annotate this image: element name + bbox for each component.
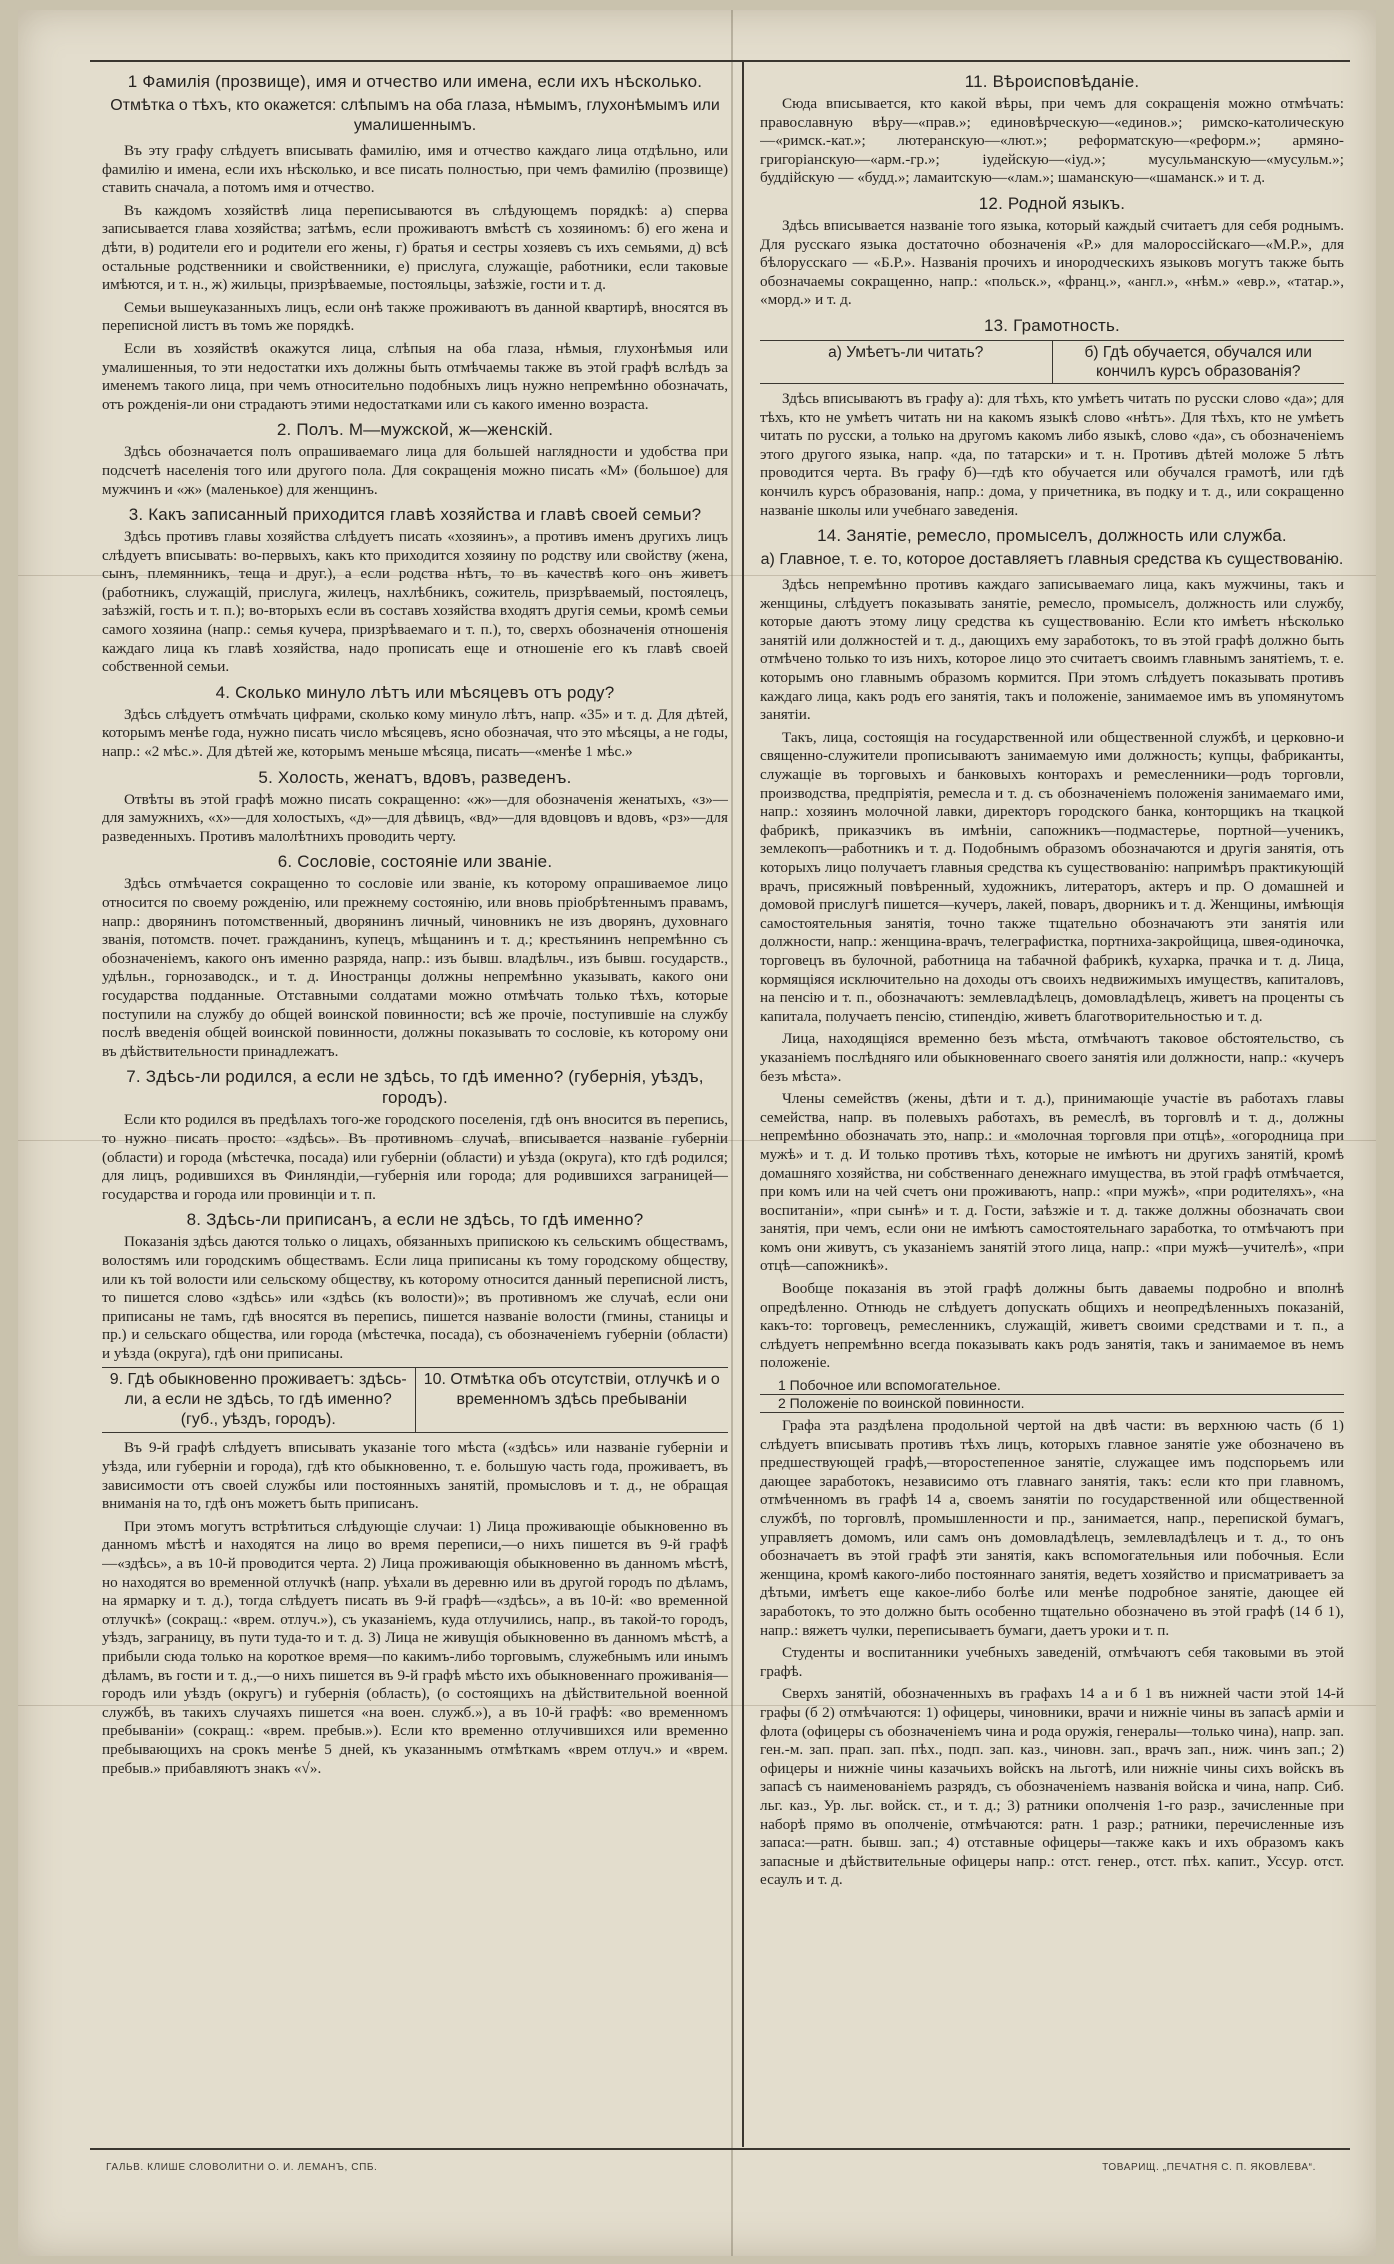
section-8-paragraph: Показанія здѣсь даются только о лицахъ, обязанныхъ припискою къ сельскимъ обществамъ, волостямъ или городскимъ обществамъ. Если лица приписаны къ тому городскому обществу, или къ той волости или сельскому обществу, къ которому относится данный переписной листъ, то пишется слово «здѣсь» или «здѣсь (къ волости)»; въ противномъ же случаѣ, если они приписаны не тамъ, гдѣ вносятся въ перепись, пишется названіе волости (гмины, станицы и пр.) и сельскаго общества, или города (мѣстечка, посада), съ обозначеніемъ губерніи (области) и уѣзда (округа), гдѣ они приписаны. <box>102 1233 728 1362</box>
section-5-paragraph: Отвѣты въ этой графѣ можно писать сокращенно: «ж»—для обозначенія женатыхъ, «з»—для замужнихъ, «х»—для холостыхъ, «д»—для дѣвицъ, «вд»—для вдовцовъ и вдовъ, «рз»—для разведенныхъ. Противъ малолѣтнихъ проводить черту. <box>102 790 728 845</box>
section-11-heading: 11. Вѣроисповѣданіе. <box>964 72 1140 91</box>
section-14-paragraph: Лица, находящіяся временно безъ мѣста, отмѣчаютъ таковое обстоятельство, съ указаніемъ послѣдняго или обыкновеннаго своего занятія или должности, напр.: «кучеръ безъ мѣста». <box>760 1030 1344 1085</box>
printer-imprint-right: ТОВАРИЩ. „ПЕЧАТНЯ С. П. ЯКОВЛЕВА“. <box>1102 2162 1316 2173</box>
section-14-paragraph: Такъ, лица, состоящія на государственной или общественной службѣ, и церковно-и священно-служители прописываютъ занимаемую ими должность; купцы, фабриканты, служащіе въ торговыхъ и банковыхъ конторахъ и ремесленники—родъ торговли, производства, предпріятія, ремесла и т. д. съ обозначеніемъ положенія занимаемаго ими, напр.: хозяинъ молочной лавки, директоръ городского банка, конторщикъ на ткацкой фабрикѣ, приказчикъ въ имѣніи, сапожникъ—подмастерье, портной—ученикъ, землекопъ—работникъ и т. д. Подобнымъ образомъ обозначаются и другія занятія, отъ которыхъ лицо получаетъ главныя средства къ существованію: напримѣръ практикующій врачъ, присяжный повѣренный, художникъ, литераторъ, актеръ и пр. О домашней и домовой прислугѣ пишется—кучеръ, лакей, поваръ, дворникъ и т. д. Женщины, имѣющія самостоятельныя занятія, точно также тщательно обозначаютъ эти занятія или должности, напр.: женщина-врачъ, телеграфистка, портниха-закройщица, швея-одиночка, торговецъ въ булочной, работница на табачной фабрикѣ, кухарка, прачка и т. д. Лица, кормящіяся исключительно на доходы отъ своихъ недвижимыхъ имуществъ, капиталовъ, на пенсію и т. п., обозначаютъ: землевладѣлецъ, домовладѣлецъ, живетъ на проценты съ капитала, получаетъ пенсію, стипендію, живетъ благотворительностью и т. д. <box>760 728 1344 1025</box>
section-2-paragraph: Здѣсь обозначается полъ опрашиваемаго лица для большей наглядности и удобства при подсчетѣ населенія того или другого пола. Для сокращенія можно писать «М» (большое) для мужчинъ и «ж» (маленькое) для женщинъ. <box>102 443 728 498</box>
section-9-10-header-box <box>102 1367 728 1433</box>
section-14-paragraph: Сверхъ занятій, обозначенныхъ въ графахъ 14 а и б 1 въ нижней части этой 14-й графы (б 2) отмѣчаются: 1) офицеры, чиновники, врачи и нижніе чины въ запасѣ арміи и флота (офицеры съ обозначеніемъ чина и рода оружія, генералы—только чина), напр. зап. ген.-м. зап. прап. зап. пѣх., подп. зап. каз., чиновн. зап., врачъ зап., ниж. чинъ зап.; 2) офицеры и нижніе чины казачьихъ войскъ на льготѣ, или нижніе чины сихъ войскъ въ запасѣ съ наименованіемъ разрядъ, съ обозначеніемъ названія войска и чина, напр. Сиб. льг. каз., Ур. льг. войск. ст., и т. д.; 3) ратники ополченія 1-го разр., зачисленные при наборѣ прямо въ ополченіе, отмѣчаются: ратн. 1 разр.; ратники, перечисленные изъ запаса:—ратн. бывш. зап.; 4) отставные офицеры—также какъ и ихъ образомъ какъ запасные и дѣйствительные офицеры напр.: отст. генер., отст. пѣх. капит., Уссур. отст. есаулъ и т. д. <box>760 1685 1344 1889</box>
paper-fold <box>731 10 733 2256</box>
printer-imprint-left: ГАЛЬВ. КЛИШЕ СЛОВОЛИТНИ О. И. ЛЕМАНЪ, СПБ. <box>106 2162 378 2173</box>
section-13-heading: 13. Грамотность. <box>984 315 1120 335</box>
section-2-heading: 2. Полъ. М—мужской, ж—женскій. <box>276 420 554 440</box>
section-11-paragraph: Сюда вписывается, кто какой вѣры, при чемъ для сокращенія можно отмѣчать: православную вѣру—«прав.»; единовѣрческую—«единов.»; римско-католическую—«римск.-кат.»; лютеранскую—«лют.»; реформатскую—«реформ.»; армяно-григоріанскую—«арм.-гр.»; іудейскую—«іуд.»; мусульманскую—«мусульм.»; буддійскую — «будд.»; ламаитскую—«лам.»; шаманскую—«шаманск.» и т. д. <box>760 95 1344 187</box>
section-13-header-box <box>760 340 1344 384</box>
section-1-paragraph: Въ эту графу слѣдуетъ вписывать фамилію, имя и отчество каждаго лица отдѣльно, или фамилію и имена, если ихъ нѣсколько, и все писать полностью, при чемъ фамилію (прозвище) ставить сначала, а потомъ имя и отчество. <box>102 142 728 197</box>
section-3-heading: 3. Какъ записанный приходится главѣ хозяйства и главѣ своей семьи? <box>128 505 702 525</box>
section-14-paragraph: Члены семействъ (жены, дѣти и т. д.), принимающіе участіе въ работахъ главы семейства, напр. въ полевыхъ работахъ, въ ремеслѣ, въ торговлѣ и т. д., должны непремѣнно обозначать это, напр.: и «молочная торговля при отцѣ», «огородница при мужѣ» и т. д. И только противъ тѣхъ, которые не имѣютъ ни другихъ занятій, кромѣ домашняго хозяйства, ни собственнаго денежнаго имущества, въ этой графѣ отмѣчается, при комъ или на чей счетъ они проживаютъ, напр.: «при мужѣ», «при родителяхъ», «на воспитаніи», «при сынѣ» и т. д. Гости, заѣзжіе и т. д. также должны обозначать свои занятія, при чемъ, если они не имѣютъ самостоятельнаго заработка, то отмѣчаютъ при комъ они живутъ, съ указаніемъ занятій этого лица, напр.: «при мужѣ—учителѣ», «при отцѣ—сапожникѣ». <box>760 1090 1344 1275</box>
section-1-paragraph: Семьи вышеуказанныхъ лицъ, если онѣ также проживаютъ въ данной квартирѣ, вносятся въ переписной листъ въ томъ же порядкѣ. <box>102 298 728 335</box>
section-7-paragraph: Если кто родился въ предѣлахъ того-же городского поселенія, гдѣ онъ вносится въ перепись, то нужно писать просто: «здѣсь». Въ противномъ случаѣ, вписывается названіе губерніи (области) и города (мѣстечка, посада) или губерніи (области) и уѣзда (округа), кто гдѣ родился; для лицъ, родившихся въ Финляндіи,—губернія или города; для родившихся заграницей—государства и города или провинціи и т. п. <box>102 1111 728 1203</box>
section-9-paragraph: При этомъ могутъ встрѣтиться слѣдующіе случаи: 1) Лица проживающіе обыкновенно въ данномъ мѣстѣ и находятся на лицо во время переписи,—о нихъ пишется въ 9-й графѣ—«здѣсь», а въ 10-й проводится черта. 2) Лица проживающія обыкновенно въ данномъ мѣстѣ, но находятся во временной отлучкѣ (напр. уѣхали въ деревню или въ другой городъ по дѣламъ, на ярмарку и т. д.), тогда слѣдуетъ писать въ 9-й графѣ—«здѣсь», а въ 10-й: «во временной отлучкѣ» (сокращ.: «врем. отлуч.»), съ указаніемъ, куда отлучились, напр., въ такой-то городъ, уѣздъ, заграницу, въ пути туда-то и т. д. 3) Лица не живущія обыкновенно въ данномъ мѣстѣ, а прибыли сюда только на короткое время—по какимъ-либо торговымъ, служебнымъ или инымъ дѣламъ, въ гости и т. д.,—о нихъ пишется въ 9-й графѣ мѣсто ихъ обыкновеннаго проживанія—городъ или уѣздъ (округъ) и губернія (область), (о состоящихъ на дѣйствительной военной службѣ, въ такихъ случаяхъ пишется «на воен. служб.»), а въ 10-й графѣ: «во временномъ пребываніи» (сокращ.: «врем. пребыв.»). Если кто временно отлучившихся или временно пребывающихъ на срокъ менѣе 5 дней, къ указаннымъ отмѣткамъ «врем отлуч.» и «врем. пребыв.» прибавляютъ знакъ «√». <box>102 1517 728 1777</box>
section-14-heading: 14. Занятіе, ремесло, промыселъ, должность или служба. <box>817 526 1287 546</box>
section-13a-heading: а) Умѣетъ-ли читать? <box>828 343 984 361</box>
section-4-paragraph: Здѣсь слѣдуетъ отмѣчать цифрами, сколько кому минуло лѣтъ, напр. «35» и т. д. Для дѣтей, которымъ менѣе года, нужно писать число мѣсяцевъ, ясно обозначая, что это мѣсяцы, а не годы, напр.: «2 мѣс.». Для дѣтей же, которымъ меньше мѣсяца, писать—«менѣе 1 мѣс.» <box>102 705 728 761</box>
section-13-paragraph: Здѣсь вписываютъ въ графу а): для тѣхъ, кто умѣетъ читать по русски слово «да»; для тѣхъ, кто не умѣетъ читать ни на какомъ языкѣ слово «нѣтъ». Для тѣхъ, кто не умѣетъ читать по русски, а только на другомъ какомъ либо языкѣ, слово «да», съ обозначеніемъ этого другого языка, напр. «да, по татарски» и т. н. Противъ дѣтей моложе 5 лѣтъ проводится черта. Въ графу б)—гдѣ кто обучается или обучался грамотѣ, или гдѣ кончилъ курсъ образованія, напр.: дома, у причетника, въ подку и т. д., или сокращенно названіе школы или учебнаго заведенія. <box>760 389 1344 519</box>
section-10-heading: 10. Отмѣтка объ отсутствіи, отлучкѣ и о временномъ здѣсь пребываніи <box>415 1368 729 1432</box>
section-3-paragraph: Здѣсь противъ главы хозяйства слѣдуетъ писать «хозяинъ», а противъ именъ другихъ лицъ слѣдуетъ вписывать: во-первыхъ, какъ кто приходится хозяину по родству или свойству (жена, сынъ, племянникъ, теща и друг.), а если родства нѣтъ, то въ качествѣ кого онъ живетъ (работникъ, служащій, прислуга, жилецъ, нахлѣбникъ, сожитель, призрѣваемый, постоялецъ, заѣзжій, гость и т. п.); во-вторыхъ если въ составъ хозяйства входятъ другія семьи, кромѣ семьи самого хозяина (напр.: семья кучера, призрѣваемаго и т. п.), то, сверхъ обозначенія отношенія каждаго лица къ главѣ хозяйства, надо прописать еще и отношеніе его къ главѣ своей собственной семьи. <box>102 528 728 676</box>
section-1-heading: 1 Фамилія (прозвище), имя и отчество или имена, если ихъ нѣсколько. <box>127 72 703 91</box>
section-9-heading: 9. Гдѣ обыкновенно проживаетъ: здѣсь-ли, а если не здѣсь, то гдѣ именно? (губ., уѣздъ, городъ). <box>109 1371 407 1429</box>
section-1-paragraph: Въ каждомъ хозяйствѣ лица переписываются въ слѣдующемъ порядкѣ: а) сперва записывается глава хозяйства; затѣмъ, если проживаютъ вмѣстѣ съ хозяиномъ: б) его жена и дѣти, в) родители его и родители его жены, г) братья и сестры хозяевъ съ ихъ семьями, д) всѣ остальные родственники и свойственники, е) прислуга, служащіе, работники, если таковые имѣются, и т. н., ж) жильцы, призрѣваемые, постояльцы, заѣзжіе, гости и т. д. <box>102 201 728 294</box>
section-12-paragraph: Здѣсь вписывается названіе того языка, который каждый считаетъ для себя роднымъ. Для русскаго языка достаточно обозначенія «Р.» для малороссійскаго—«М.Р.», для бѣлорусскаго — «Б.Р.». Названія прочихъ и инородческихъ языковъ могутъ также быть обозначаемы сокращенно, напр.: «польск.», «франц.», «англ.», «нѣм.» «евр.», «татар.», «морд.» и т. д. <box>760 216 1344 309</box>
left-column <box>102 66 728 2144</box>
section-12-heading: 12. Родной языкъ. <box>978 193 1126 213</box>
section-9-paragraph: Въ 9-й графѣ слѣдуетъ вписывать указаніе того мѣста («здѣсь» или названіе губерніи и уѣзда, или губерніи и города), гдѣ кто обыкновенно, т. е. большую часть года, проживаетъ, въ зависимости отъ своей службы или постоянныхъ занятій, промысловъ и т. д., не обращая вниманія на то, гдѣ онъ можетъ быть приписанъ. <box>102 1439 728 1513</box>
section-6-heading: 6. Сословіе, состояніе или званіе. <box>277 852 553 872</box>
section-14b2-heading: 2 Положеніе по воинской повинности. <box>760 1395 1344 1413</box>
section-14-paragraph: Студенты и воспитанники учебныхъ заведеній, отмѣчаютъ себя таковыми въ этой графѣ. <box>760 1644 1344 1680</box>
section-13b-heading: б) Гдѣ обучается, обучался или кончилъ курсъ образованія? <box>1052 341 1345 383</box>
document-sheet <box>18 10 1376 2256</box>
section-6-paragraph: Здѣсь отмѣчается сокращенно то сословіе или званіе, къ которому опрашиваемое лицо относится по своему рожденію, или прежнему состоянію, или вновь пріобрѣтеннымъ правамъ, напр.: дворянинъ потомственный, дворянинъ личный, чиновникъ не изъ дворянъ, духовнаго званія, потомств. почет. гражданинъ, купецъ, мѣщанинъ и т. д.; крестьянинъ непремѣнно съ обозначеніемъ, какого онъ именно разряда, напр.: изъ бывш. владѣльч., изъ бывш. государств., удѣльн., горнозаводск., и т. д. Иностранцы должны непремѣнно указывать, какого они государства подданные. Отставными солдатами можно отмѣчать только тѣхъ, которые поступили на службу до общей воинской повинности; всѣ же прочіе, поступившіе на службу послѣ введенія общей воинской повинности, должны показывать то сословіе, къ которому они въ дѣйствительности принадлежатъ. <box>102 875 728 1060</box>
bottom-rule <box>90 2148 1350 2150</box>
section-14b-header-box <box>760 1377 1344 1413</box>
section-14-paragraph: Графа эта раздѣлена продольной чертой на двѣ части: въ верхнюю часть (б 1) слѣдуетъ вписывать противъ тѣхъ лицъ, которыхъ главное занятіе уже обозначено въ предшествующей графѣ,—второстепенное занятіе, служащее имъ подспорьемъ или дающее заработокъ, независимо отъ главнаго занятія, такъ: если кто при главномъ, отмѣченномъ въ графѣ 14 а, своемъ занятіи по государственной или общественной службѣ, по торговлѣ, промышленности и пр., занимается, напр., перепиской бумагъ, управляетъ домомъ, или самъ онъ домовладѣлецъ, землевладѣлецъ и т. д., то онъ обозначаетъ въ этой графѣ эти занятія, какъ вспомогательныя или побочныя. Если женщина, кромѣ какого-либо постояннаго занятія, ведетъ хозяйство и присматриваетъ за дѣтьми, имѣетъ еще какое-либо болѣе или менѣе подробное занятіе, дающее ей заработокъ, то это должно быть особенно тщательно обозначено въ этой графѣ (14 б 1), напр.: вяжетъ чулки, переписываетъ бумаги, даетъ уроки и т. п. <box>760 1417 1344 1639</box>
section-5-heading: 5. Холость, женатъ, вдовъ, разведенъ. <box>258 767 572 787</box>
right-column <box>760 66 1344 2144</box>
section-8-heading: 8. Здѣсь-ли приписанъ, а если не здѣсь, то гдѣ именно? <box>186 1210 644 1230</box>
section-14b1-heading: 1 Побочное или вспомогательное. <box>760 1377 1344 1395</box>
section-1-paragraph: Если въ хозяйствѣ окажутся лица, слѣпыя на оба глаза, нѣмыя, глухонѣмыя или умалишенныя, то эти недостатки ихъ должны быть отмѣчаемы также въ этой графѣ вслѣдъ за именемъ такого лица, при чемъ относительно подобныхъ лицъ нужно непремѣнно обозначать, отъ рожденія-ли они страдаютъ этими недостатками или съ какого именно возраста. <box>102 339 728 413</box>
section-14-paragraph: Вообще показанія въ этой графѣ должны быть даваемы подробно и вполнѣ опредѣленно. Отнюдь не слѣдуетъ допускать общихъ и неопредѣленныхъ показаній, какъ-то: торговецъ, ремесленникъ, служащій, живетъ своими средствами и т. п., а слѣдуетъ непремѣнно всегда показывать какъ родъ занятія, такъ и занимаемое въ немъ положеніе. <box>760 1280 1344 1372</box>
section-1-subheading: Отмѣтка о тѣхъ, кто окажется: слѣпымъ на оба глаза, нѣмымъ, глухонѣмымъ или умалишеннымъ. <box>110 97 720 134</box>
section-7-heading: 7. Здѣсь-ли родился, а если не здѣсь, то гдѣ именно? (губернія, уѣздъ, городъ). <box>126 1067 704 1108</box>
section-14-paragraph: Здѣсь непремѣнно противъ каждаго записываемаго лица, какъ мужчины, такъ и женщины, слѣдуетъ показывать занятіе, ремесло, промыселъ, должность или службу, которые даютъ этому лицу средства къ существованію. Если кто имѣетъ нѣсколько занятій или должностей и т. д., дающихъ ему заработокъ, то въ этой графѣ должно быть отмѣчено только то изъ нихъ, которое лицо это считаетъ своимъ главнымъ занятіемъ, т. е. которымъ оно главнымъ образомъ кормится. При этомъ слѣдуетъ показывать противъ каждаго лица, какъ родъ его занятія, такъ и положеніе, занимаемое имъ въ упомянутомъ занятіи. <box>760 576 1344 724</box>
column-divider <box>742 62 744 2147</box>
section-4-heading: 4. Сколько минуло лѣтъ или мѣсяцевъ отъ роду? <box>215 682 615 702</box>
top-rule <box>90 60 1350 62</box>
section-14a-subheading: а) Главное, т. е. то, которое доставляетъ главныя средства къ существованію. <box>760 551 1344 569</box>
